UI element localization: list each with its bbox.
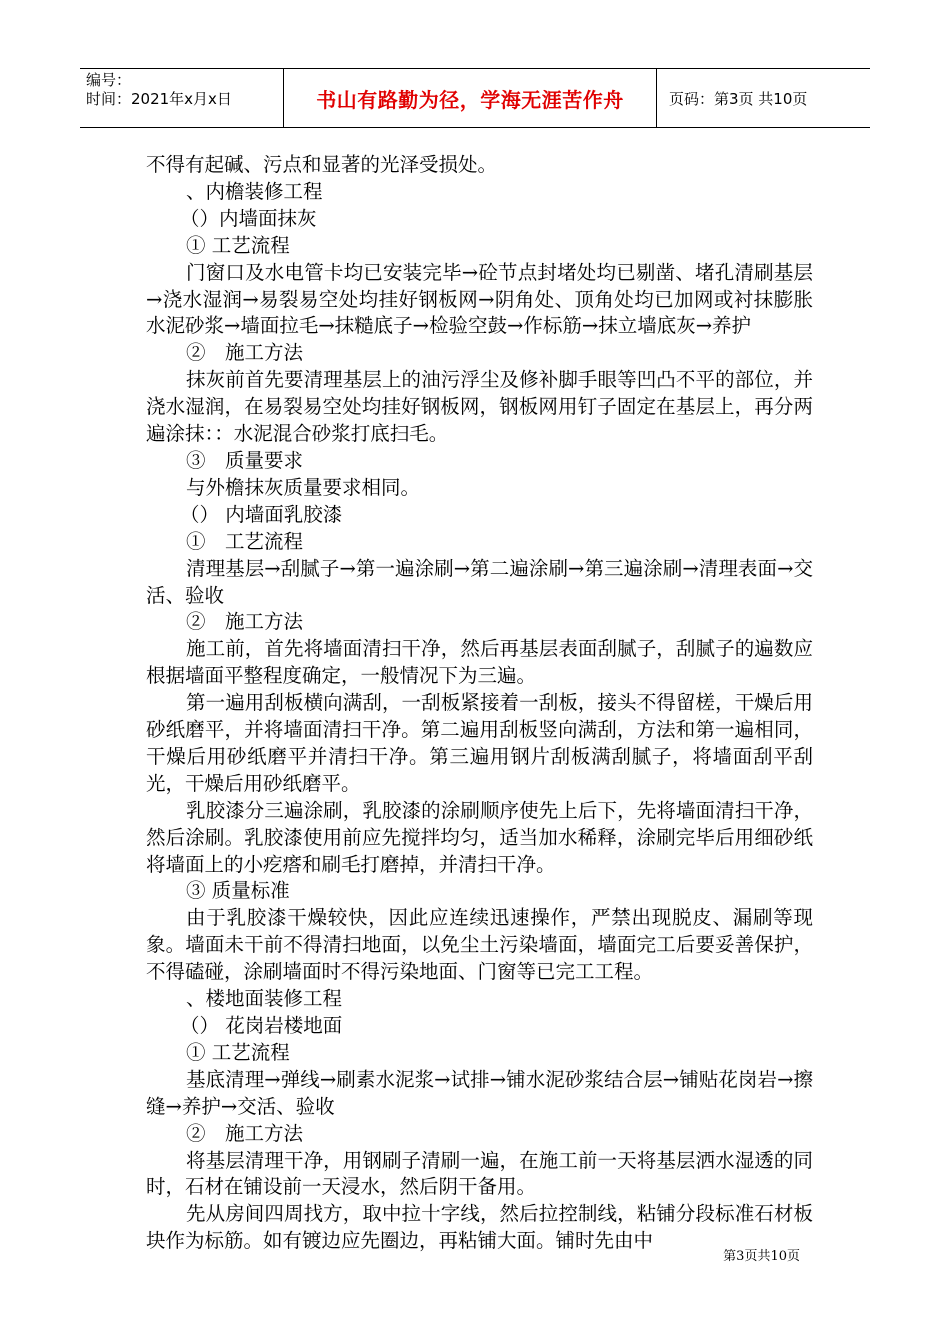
- page-header: [80, 68, 870, 128]
- paragraph: （） 内墙面乳胶漆: [180, 502, 343, 526]
- document-number: 编号：: [86, 71, 132, 89]
- paragraph: 抹灰前首先要清理基层上的油污浮尘及修补脚手眼等凹凸不平的部位，并浇水湿润，在易裂易空处均挂好钢板网，钢板网用钉子固定在基层上，再分两遍涂抹：：水泥混合砂浆打底扫毛。: [146, 368, 813, 446]
- paragraph: ② 施工方法: [186, 610, 304, 634]
- paragraph: 乳胶漆分三遍涂刷，乳胶漆的涂刷顺序使先上后下，先将墙面清扫干净，然后涂刷。乳胶漆使用前应先搅拌均匀，适当加水稀释，涂刷完毕后用细砂纸将墙面上的小疙瘩和刷毛打磨掉，并清扫干净。: [146, 798, 813, 876]
- paragraph: （）内墙面抹灰: [180, 206, 317, 230]
- paragraph: 不得有起碱、污点和显著的光泽受损处。: [146, 153, 498, 176]
- paragraph: 先从房间四周找方，取中拉十字线，然后拉控制线，粘铺分段标准石材板块作为标筋。如有镀边应先圈边，再粘铺大面。铺时先由中: [146, 1202, 813, 1253]
- paragraph: 由于乳胶漆干燥较快，因此应连续迅速操作，严禁出现脱皮、漏刷等现象。墙面未干前不得清扫地面，以免尘土污染墙面，墙面完工后要妥善保护，不得磕碰，涂刷墙面时不得污染地面、门窗等已完工工程。: [146, 906, 813, 984]
- header-meta: [80, 69, 283, 127]
- document-date: 时间：2021年x月x日: [86, 90, 232, 108]
- paragraph: ① 工艺流程: [186, 233, 290, 257]
- paragraph: 基底清理→弹线→刷素水泥浆→试排→铺水泥砂浆结合层→铺贴花岗岩→擦缝→养护→交活、验收: [146, 1067, 813, 1118]
- paragraph: 施工前，首先将墙面清扫干净，然后再基层表面刮腻子，刮腻子的遍数应根据墙面平整程度确定，一般情况下为三遍。: [146, 637, 813, 688]
- paragraph: ③ 质量标准: [186, 879, 290, 903]
- paragraph: 第一遍用刮板横向满刮，一刮板紧接着一刮板，接头不得留槎，干燥后用砂纸磨平，并将墙面清扫干净。第二遍用刮板竖向满刮，方法和第一遍相同，干燥后用砂纸磨平并清扫干净。第三遍用钢片刮板满刮腻子，将墙面刮平刮光，干燥后用砂纸磨平。: [146, 691, 813, 795]
- paragraph: 门窗口及水电管卡均已安装完毕→砼节点封堵处均已剔凿、堵孔清刷基层→浇水湿润→易裂易空处均挂好钢板网→阴角处、顶角处均已加网或衬抹膨胀水泥砂浆→墙面拉毛→抹糙底子→检验空鼓→作标筋→抹立墙底灰→养护: [146, 260, 813, 338]
- header-page-number: 页码：第3页 共10页: [669, 89, 808, 108]
- paragraph: 与外檐抹灰质量要求相同。: [186, 475, 421, 499]
- document-body: [146, 152, 813, 1255]
- paragraph: ② 施工方法: [186, 1121, 304, 1145]
- footer-page-number: 第3页共10页: [723, 1249, 800, 1264]
- paragraph: ③ 质量要求: [186, 448, 304, 472]
- paragraph: （） 花岗岩楼地面: [180, 1014, 343, 1037]
- paragraph: ① 工艺流程: [186, 1040, 290, 1064]
- paragraph: ① 工艺流程: [186, 529, 304, 553]
- header-motto: 书山有路勤为径，学海无涯苦作舟: [283, 69, 657, 127]
- paragraph: ② 施工方法: [186, 341, 304, 365]
- paragraph: 、内檐装修工程: [186, 179, 323, 203]
- paragraph: 清理基层→刮腻子→第一遍涂刷→第二遍涂刷→第三遍涂刷→清理表面→交活、验收: [146, 556, 813, 607]
- paragraph: 将基层清理干净，用钢刷子清刷一遍，在施工前一天将基层洒水湿透的同时，石材在铺设前一天浸水，然后阴干备用。: [146, 1148, 813, 1199]
- paragraph: 、楼地面装修工程: [186, 987, 343, 1011]
